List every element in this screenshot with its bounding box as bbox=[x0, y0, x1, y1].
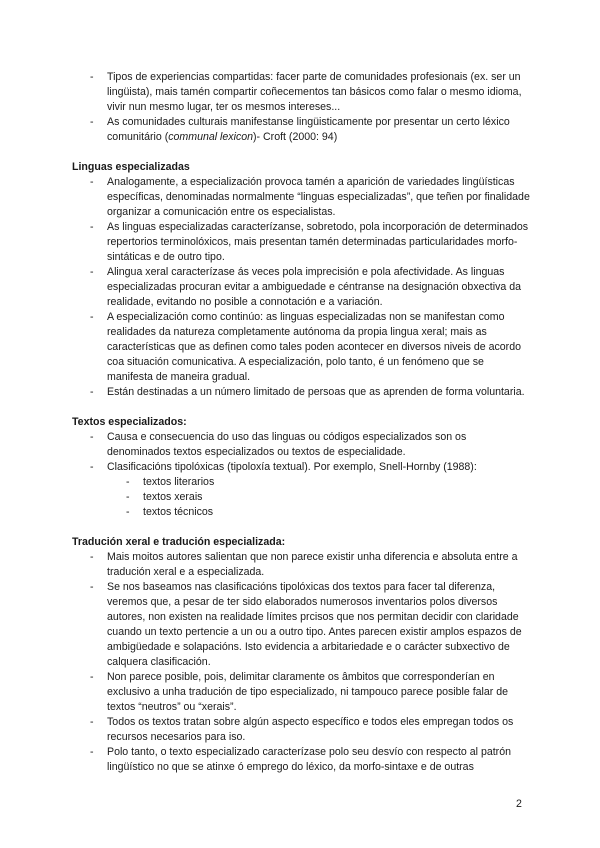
list-item bbox=[72, 430, 532, 460]
bullet-dash: - bbox=[90, 71, 94, 83]
section-heading: Tradución xeral e tradución especializada: bbox=[72, 536, 286, 548]
page-number: 2 bbox=[516, 798, 522, 810]
bullet-dash: - bbox=[126, 476, 130, 488]
list-item bbox=[72, 265, 532, 310]
list-item bbox=[72, 745, 532, 775]
bullet-dash: - bbox=[90, 716, 94, 728]
list-item bbox=[72, 70, 532, 115]
bullet-dash: - bbox=[90, 461, 94, 473]
list-item bbox=[72, 580, 532, 670]
section-list bbox=[72, 430, 532, 475]
bullet-dash: - bbox=[90, 266, 94, 278]
list-item-text: Clasificacións tipolóxicas (tipoloxía textual). Por exemplo, Snell-Hornby (1988): bbox=[107, 461, 477, 473]
section-heading: Linguas especializadas bbox=[72, 161, 190, 173]
communal-lexicon-term: communal lexicon bbox=[168, 131, 254, 143]
list-item bbox=[72, 310, 532, 385]
list-item-text: Non parece posible, pois, delimitar claramente os âmbitos que corresponderían en exclusivo a unha tradución de tipo especializado, ni tampouco parece posible falar de textos “neutros” ou “xerais”. bbox=[107, 671, 509, 713]
section-list bbox=[72, 550, 532, 775]
section-list bbox=[72, 175, 532, 400]
list-item-text: Analogamente, a especialización provoca tamén a aparición de variedades lingüísticas específicas, denominadas normalmente “linguas especializadas”, que teñen por finalidade organizar a comunicación entre os especialistas. bbox=[107, 176, 530, 218]
bullet-dash: - bbox=[90, 431, 94, 443]
list-item-text: As linguas especializadas caracterízanse, sobretodo, pola incorporación de determinados repertorios terminolóxicos, mais presentan tamén determinadas particularidades morfo-sintáticas e de outro tipo. bbox=[107, 221, 529, 263]
list-item bbox=[72, 460, 532, 475]
bullet-dash: - bbox=[90, 311, 94, 323]
list-item-text-before: As comunidades culturais manifestanse lingüisticamente por presentar un certo léxico comunitário ( bbox=[107, 116, 510, 143]
list-item-text: Todos os textos tratan sobre algún aspecto específico e todos eles empregan todos os recursos necesarios para iso. bbox=[107, 716, 514, 743]
list-item bbox=[72, 715, 532, 745]
bullet-dash: - bbox=[90, 671, 94, 683]
page-content bbox=[72, 70, 532, 775]
sub-list bbox=[72, 475, 532, 520]
list-item-text: Causa e consecuencia do uso das linguas ou códigos especializados son os denominados textos especializados ou textos de especialidade. bbox=[107, 431, 467, 458]
list-item-text: A especialización como continúo: as linguas especializadas non se manifestan como realidades da natureza completamente autónoma da propia lingua xeral; mais as características que as definen como tales poden acontecer en diversos niveis de acordo coa situación comunicativa. A especialización, polo tanto, é un fenómeno que se manifesta de maneira gradual. bbox=[107, 311, 521, 383]
sub-list-item bbox=[72, 475, 532, 490]
bullet-dash: - bbox=[90, 551, 94, 563]
list-item-text: Mais moitos autores salientan que non parece existir unha diferencia e absoluta entre a tradución xeral e a especializada. bbox=[107, 551, 518, 578]
bullet-dash: - bbox=[90, 581, 94, 593]
bullet-dash: - bbox=[90, 176, 94, 188]
list-item bbox=[72, 670, 532, 715]
sub-list-item-text: textos xerais bbox=[143, 491, 203, 503]
list-item-text: Están destinadas a un número limitado de persoas que as aprenden de forma voluntaria. bbox=[107, 386, 525, 398]
section-heading: Textos especializados: bbox=[72, 416, 187, 428]
list-item bbox=[72, 220, 532, 265]
sub-list-item-text: textos literarios bbox=[143, 476, 215, 488]
list-item-text-after: )- Croft (2000: 94) bbox=[253, 131, 338, 143]
list-item bbox=[72, 115, 532, 145]
intro-list bbox=[72, 70, 532, 145]
bullet-dash: - bbox=[90, 746, 94, 758]
list-item-text: Polo tanto, o texto especializado caracterízase polo seu desvío con respecto al patrón lingüístico no que se atinxe ó emprego do léxico, da morfo-sintaxe e de outras bbox=[107, 746, 511, 773]
bullet-dash: - bbox=[90, 116, 94, 128]
list-item-text: Se nos baseamos nas clasificacións tipolóxicas dos textos para facer tal diferenza, veremos que, a pesar de ter sido elaborados numerosos inventarios polos diversos autores, non existen na realidade límites prcisos que nos permitan decidir con claridade cuando un texto pertencie a un ou a outro tipo. Antes parecen existir amplos espazos de ambigüedade e solapacións. Isto evidencia a arbitariedade e o carácter subxectivo de calquera clasificación. bbox=[107, 581, 522, 668]
list-item bbox=[72, 385, 532, 400]
sub-list-item-text: textos técnicos bbox=[143, 506, 214, 518]
list-item bbox=[72, 175, 532, 220]
sub-list-item bbox=[72, 505, 532, 520]
sub-list-item bbox=[72, 490, 532, 505]
bullet-dash: - bbox=[126, 506, 130, 518]
list-item-text: Alingua xeral caracterízase ás veces pola imprecisión e pola afectividade. As linguas especializadas procuran evitar a ambiguedade e céntranse na designación obxectiva da realidade, evitando no posible a connotación e a variación. bbox=[107, 266, 522, 308]
list-item bbox=[72, 550, 532, 580]
bullet-dash: - bbox=[126, 491, 130, 503]
list-item-text: Tipos de experiencias compartidas: facer parte de comunidades profesionais (ex. ser un lingüista), mais tamén compartir coñecementos tan básicos como falar o mesmo idioma, vivir nun mesmo lugar, ter os mesmos intereses... bbox=[107, 71, 522, 113]
bullet-dash: - bbox=[90, 386, 94, 398]
bullet-dash: - bbox=[90, 221, 94, 233]
